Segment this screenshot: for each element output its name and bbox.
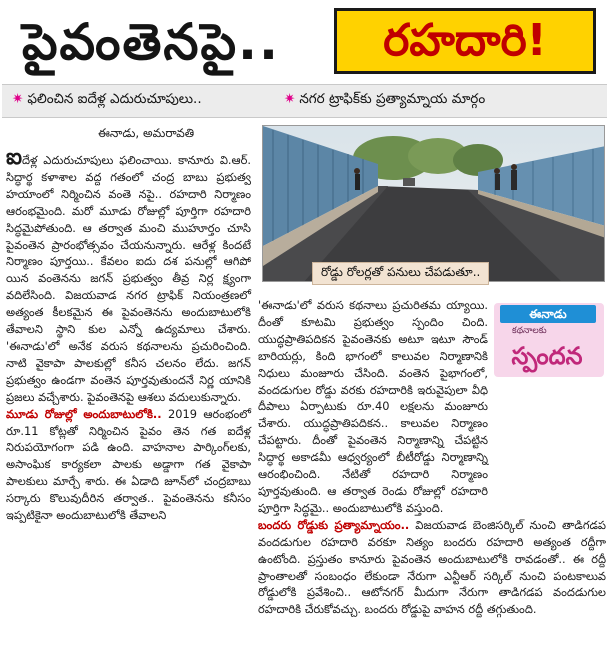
left-column	[6, 145, 251, 524]
headline-right: రహదారి!	[383, 15, 547, 66]
strip-text-2: నగర ట్రాఫిక్‌కు ప్రత్యామ్నాయ మార్గం	[299, 91, 486, 107]
strip-item-1	[6, 91, 202, 110]
left-paragraph-1	[6, 145, 251, 406]
flyover-road-image	[263, 126, 605, 282]
logo-eenadu-text: ఈనాడు	[500, 305, 596, 323]
star-icon: ✷	[12, 91, 24, 107]
strip-item-2	[278, 91, 485, 110]
subheading-three-days: మూడు రోజుల్లో అందుబాటులోకి..	[6, 406, 162, 421]
right-column	[258, 297, 606, 618]
headline-highlight-box	[334, 8, 596, 74]
left-paragraph-2-text: 2019 ఆరంభంలో రూ.11 కోట్లతో నిర్మించిన పైవం తెన గత ఐదేళ్ల నిరుపయోగంగా పడి ఉంది. వాహనాల పార్కింగ్‌లకు, అసాంఘిక కార్యకలా పాలకు అడ్డాగా గత వైకాపా పాలకులు మార్చే శారు. ఈ ఏడాది జూన్‌లో చంద్రబాబు సర్కారు కొలువుదీరిన తర్వాత.. పైవంతెనను కనీసం ఇప్పటికైనా అందుబాటులోకి తేవాలని	[6, 406, 251, 523]
star-icon: ✷	[284, 91, 296, 107]
right-paragraph-2	[258, 517, 606, 618]
right-paragraph-1-text: 'ఈనాడు'లో వరుస కథనాలు ప్రచురితమ య్యాయి. దీంతో కూటమి ప్రభుత్వం స్పందిం చింది. యుద్ధప్రాతిపదికన పైవంతెనకు అటూ ఇటూ సౌండ్ బారియర్లు, కింది భాగంలో కాలువల నిర్మాణానికి నిధులు మంజూరు చేసింది. వంతెన పైభాగంలో, వందడుగుల రోడ్డు వరకు రహదారికి ఇరువైపులా వీధి దీపాలు ఏర్పాటుకు రూ.40 లక్షలను మంజూరు చేశారు. యుద్ధప్రాతిపదికన.. కాలువల నిర్మాణం చేపట్టారు. దీంతో పైవంతెన నిర్మాణాన్ని చేపట్టిన సిద్ధార్థ అకాడమీ ఆధ్వర్యంలో బీటీరోడ్డు నిర్మాణాన్ని ఆరంభించింది. నేటితో రహదారి నిర్మాణం పూర్తవుతుంది. ఆ తర్వాత రెండు రోజుల్లో రహదారి పూర్తిగా సిద్ధమై.. అందుబాటులోకి వస్తుంది.	[258, 298, 488, 515]
subheading-strip	[2, 84, 607, 118]
left-paragraph-2	[6, 406, 251, 524]
logo-small-text: కథనాలకు	[512, 326, 547, 336]
headline-left: పైవంతెనపై..	[22, 13, 280, 71]
flyover-photo	[262, 125, 605, 282]
headline	[0, 4, 609, 80]
photo-caption: రోడ్డు రోలర్లతో పనులు చేపడుతూ..	[312, 262, 489, 285]
byline: ఈనాడు, అమరావతి	[98, 126, 195, 140]
subheading-bandar-road: బందరు రోడ్డుకు ప్రత్యామ్నాయం..	[258, 517, 410, 532]
right-paragraph-1	[258, 297, 606, 517]
left-paragraph-1-text: దేళ్ల ఎదురుచూపులు ఫలించాయి. కానూరు వి.ఆర్. సిద్ధార్థ కళాశాల వద్ద గతంలో చంద్ర బాబు ప్రభుత్వ హయాంలో నిర్మించిన వంతె నపై.. రహదారి నిర్మాణం ఆరంభమైంది. మరో మూడు రోజుల్లో పూర్తిగా రహదారి సిద్ధమైపోతుంది. ఆ తర్వాత మంచి ముహూర్తం చూసి పైవంతెన ప్రారంభోత్సవం చేయనున్నారు. ఆరేళ్ల కిందటే నిర్మాణం పూర్తయి.. కేవలం ఐదు దశ పనుల్లో ఆగిపో యిన వంతెనను జగన్ ప్రభుత్వం తీవ్ర నిర్ల క్ష్యంగా వదిలేసింది. విజయవాడ నగర ట్రాఫిక్ నియంత్రణలో అత్యంత కీలకమైన ఈ పైవంతెనను అందుబాటులోకి తేవాలని స్థాని కుల ఎన్నో ఉద్యమాలు చేశారు. 'ఈనాడు'లో అనేక వరుస కథనాలను ప్రచురించింది. నాటి వైకాపా పాలకుల్లో కనీస చలనం లేదు. జగన్ ప్రభుత్వం ఉండగా వంతెన పూర్తవుతుందనే నిర్ణ యానికి ప్రజలు వచ్చేశారు. పైవంతెనపై ఆశలు వదులుకున్నారు.	[6, 153, 251, 404]
strip-text-1: ఫలించిన ఐదేళ్ల ఎదురుచూపులు..	[27, 91, 202, 107]
drop-cap: ఐ	[6, 145, 22, 170]
right-paragraph-2-text: విజయవాడ బెంజిసర్కిల్ నుంచి తాడిగడప వందడుగుల రహదారి వరకూ నిత్యం బందరు రహదారి అత్యంత రద్దీగా ఉంటోంది. ప్రస్తుతం కానూరు పైవంతెన అందుబాటులోకి రావడంతో.. ఈ రద్దీ ప్రాంతాలతో సంబంధం లేకుండా నేరుగా ఎన్టీఆర్ సర్కిల్ నుంచి పంటకాలువ రోడ్డులోకి ప్రవేశించి.. ఆటోనగర్ మీదుగా నేరుగా తాడిగడప వందడుగుల రహదారికి చేరుకోవచ్చు. బందరు రోడ్డుపై వాహన రద్దీ తగ్గుతుంది.	[258, 517, 606, 617]
logo-big-text: స్పందన	[511, 342, 583, 370]
